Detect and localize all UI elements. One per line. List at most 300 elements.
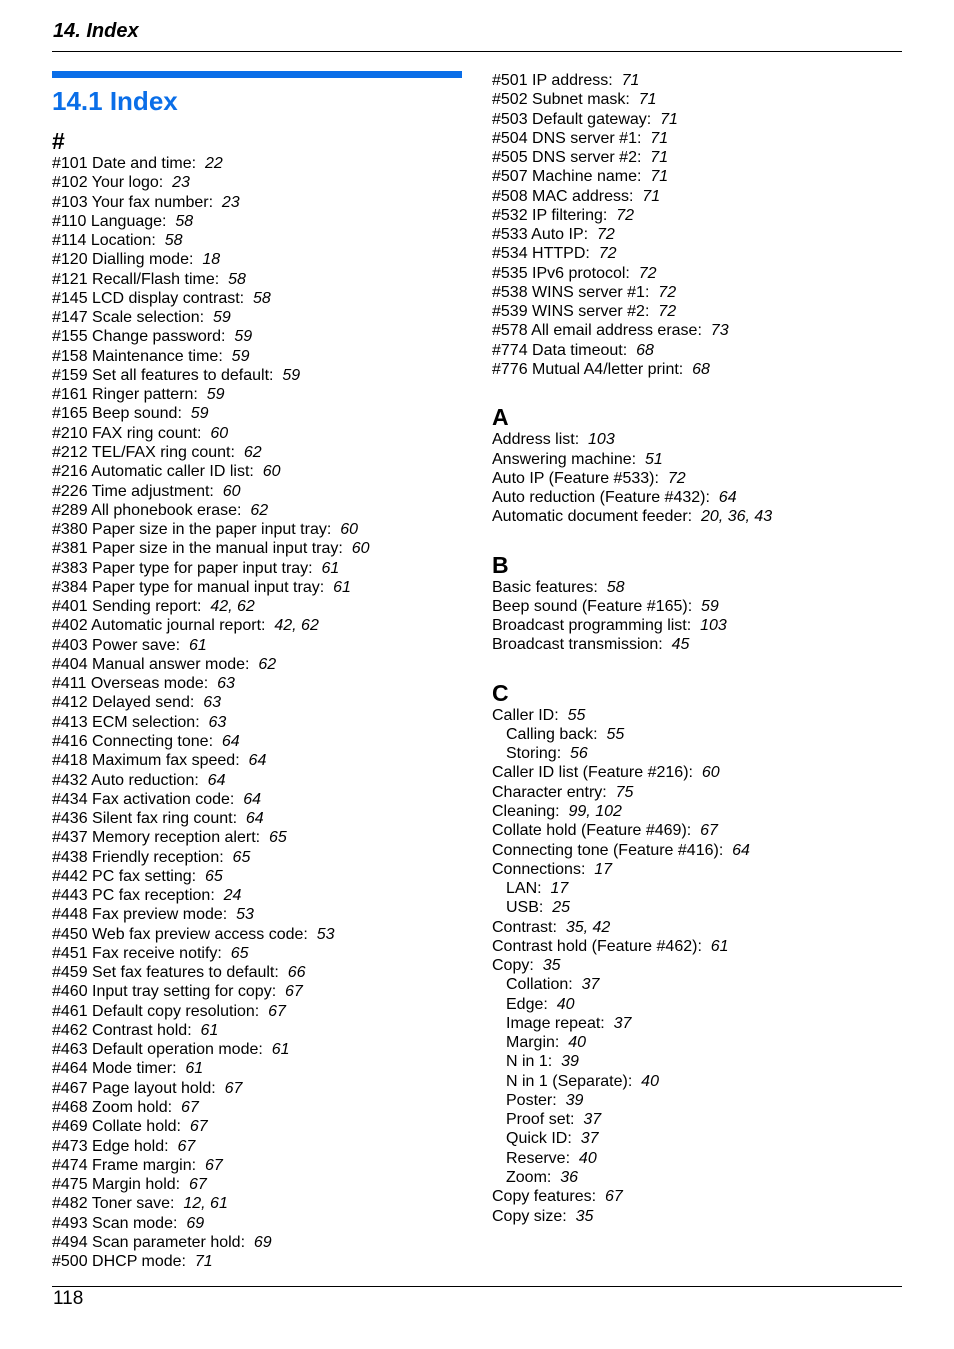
entry-label: #436 Silent fax ring count:	[52, 810, 238, 828]
index-subentry	[492, 744, 902, 763]
entry-label: Quick ID:	[506, 1130, 572, 1148]
entry-page-link[interactable]: 67	[177, 1137, 196, 1155]
entry-page-link[interactable]: 59	[234, 328, 253, 346]
entry-label: Collation:	[506, 976, 573, 994]
index-entry	[52, 905, 462, 924]
entry-page-link[interactable]: 59	[190, 405, 209, 423]
entry-page-link[interactable]: 60	[210, 424, 229, 442]
entry-label: #469 Collate hold:	[52, 1118, 181, 1136]
footer-rule	[52, 1286, 902, 1287]
index-subentry	[492, 1072, 902, 1091]
index-entry	[52, 1079, 462, 1098]
entry-page-link[interactable]: 71	[194, 1253, 213, 1271]
entry-label: Reserve:	[506, 1149, 571, 1167]
entry-label: #413 ECM selection:	[52, 713, 200, 731]
index-entry	[492, 597, 902, 616]
entry-label: #416 Connecting tone:	[52, 732, 214, 750]
index-entry	[52, 925, 462, 944]
entry-label: Calling back:	[506, 725, 598, 743]
entry-page-link[interactable]: 61	[188, 636, 207, 654]
entry-page-link[interactable]: 67	[189, 1118, 208, 1136]
index-entry	[492, 430, 902, 449]
index-entry	[52, 520, 462, 539]
index-subentry	[492, 1052, 902, 1071]
entry-page-link[interactable]: 39	[561, 1053, 579, 1071]
entry-label: #450 Web fax preview access code:	[52, 925, 308, 943]
entry-label: #474 Frame margin:	[52, 1156, 197, 1174]
entry-page-link[interactable]: 60	[351, 540, 370, 558]
index-entry	[492, 937, 902, 956]
entry-page-link[interactable]: 53	[236, 906, 254, 924]
index-entry	[52, 347, 462, 366]
entry-label: Answering machine:	[492, 450, 637, 468]
entry-page-link[interactable]: 59	[282, 366, 301, 384]
entry-page-link[interactable]: 17	[594, 860, 613, 878]
entry-page-link[interactable]: 20, 36, 43	[701, 508, 773, 526]
entry-page-link[interactable]: 61	[333, 578, 351, 596]
entry-page-link[interactable]: 65	[269, 829, 287, 847]
index-entry	[52, 539, 462, 558]
entry-page-link[interactable]: 69	[186, 1214, 205, 1232]
entry-label: #121 Recall/Flash time:	[52, 270, 220, 288]
entry-label: Connections:	[492, 860, 586, 878]
entry-label: #533 Auto IP:	[492, 226, 589, 244]
entry-label: #432 Auto reduction:	[52, 771, 199, 789]
entry-page-link[interactable]: 60	[262, 463, 281, 481]
entry-page-link[interactable]: 64	[221, 732, 240, 750]
index-entry	[52, 1098, 462, 1117]
entry-label: #158 Maintenance time:	[52, 347, 223, 365]
entry-label: #443 PC fax reception:	[52, 887, 215, 905]
entry-page-link[interactable]: 40	[641, 1072, 659, 1090]
index-entry	[52, 578, 462, 597]
entry-page-link[interactable]: 71	[660, 110, 678, 128]
entry-label: #534 HTTPD:	[492, 245, 590, 263]
entry-label: #464 Mode timer:	[52, 1060, 177, 1078]
index-entry	[52, 616, 462, 635]
entry-label: Caller ID:	[492, 706, 559, 724]
entry-page-link[interactable]: 61	[710, 937, 729, 955]
entry-label: Character entry:	[492, 783, 607, 801]
index-entry	[52, 732, 462, 751]
index-entry	[492, 1187, 902, 1206]
entry-page-link[interactable]: 39	[565, 1091, 584, 1109]
index-letter-heading: C	[492, 679, 509, 706]
entry-label: #508 MAC address:	[492, 187, 634, 205]
right-entry-list	[492, 71, 902, 1226]
entry-label: #438 Friendly reception:	[52, 848, 224, 866]
entry-page-link[interactable]: 55	[606, 725, 625, 743]
header-rule	[52, 51, 902, 52]
entry-page-link[interactable]: 63	[217, 675, 235, 693]
entry-label: Auto reduction (Feature #432):	[492, 489, 710, 507]
entry-page-link[interactable]: 18	[202, 251, 221, 269]
index-entry	[52, 424, 462, 443]
index-entry	[52, 270, 462, 289]
entry-label: #462 Contrast hold:	[52, 1021, 192, 1039]
entry-page-link[interactable]: 72	[658, 303, 677, 321]
entry-page-link[interactable]: 64	[248, 752, 267, 770]
index-entry	[52, 193, 462, 212]
entry-page-link[interactable]: 67	[604, 1188, 623, 1206]
entry-page-link[interactable]: 67	[268, 1002, 286, 1020]
entry-page-link[interactable]: 68	[636, 341, 654, 359]
index-entry	[492, 90, 902, 109]
entry-label: #463 Default operation mode:	[52, 1041, 263, 1059]
index-entry	[492, 1207, 902, 1226]
entry-label: #101 Date and time:	[52, 155, 197, 172]
entry-page-link[interactable]: 23	[221, 193, 240, 211]
index-column-left	[52, 71, 462, 1271]
entry-page-link[interactable]: 59	[213, 309, 231, 327]
entry-page-link[interactable]: 67	[204, 1156, 223, 1174]
entry-label: USB:	[506, 899, 544, 917]
entry-page-link[interactable]: 59	[231, 347, 250, 365]
entry-label: #120 Dialling mode:	[52, 251, 194, 269]
entry-label: #535 IPv6 protocol:	[492, 264, 630, 282]
entry-page-link[interactable]: 62	[250, 501, 269, 519]
index-entry	[492, 321, 902, 340]
index-entry	[492, 187, 902, 206]
entry-label: #411 Overseas mode:	[52, 675, 209, 693]
entry-page-link[interactable]: 65	[230, 944, 249, 962]
entry-label: #381 Paper size in the manual input tray:	[52, 540, 343, 558]
entry-label: Cleaning:	[492, 802, 560, 820]
entry-label: #147 Scale selection:	[52, 309, 205, 327]
entry-page-link[interactable]: 53	[316, 925, 335, 943]
left-entry-list	[52, 124, 462, 1271]
entry-page-link[interactable]: 65	[204, 867, 223, 885]
entry-label: Image repeat:	[506, 1014, 605, 1032]
entry-page-link[interactable]: 58	[175, 212, 194, 230]
index-entry	[52, 771, 462, 790]
entry-page-link[interactable]: 71	[650, 149, 669, 167]
entry-page-link[interactable]: 73	[710, 322, 729, 340]
entry-page-link[interactable]: 60	[340, 521, 358, 539]
entry-label: #404 Manual answer mode:	[52, 655, 250, 673]
entry-page-link[interactable]: 35	[575, 1207, 594, 1225]
index-entry	[492, 783, 902, 802]
entry-label: #539 WINS server #2:	[492, 303, 650, 321]
entry-page-link[interactable]: 22	[204, 155, 223, 172]
entry-page-link[interactable]: 72	[658, 283, 677, 301]
entry-page-link[interactable]: 59	[701, 597, 719, 615]
entry-page-link[interactable]: 62	[243, 443, 262, 461]
entry-label: #473 Edge hold:	[52, 1137, 169, 1155]
index-subentry	[492, 725, 902, 744]
entry-label: #289 All phonebook erase:	[52, 501, 242, 519]
index-entry	[52, 1175, 462, 1194]
entry-label: #110 Language:	[52, 212, 167, 230]
entry-label: #145 LCD display contrast:	[52, 289, 245, 307]
entry-page-link[interactable]: 72	[596, 226, 615, 244]
entry-page-link[interactable]: 71	[638, 91, 657, 109]
entry-label: #434 Fax activation code:	[52, 790, 235, 808]
entry-label: #451 Fax receive notify:	[52, 944, 222, 962]
entry-page-link[interactable]: 64	[732, 841, 750, 859]
index-entry	[52, 1002, 462, 1021]
entry-page-link[interactable]: 35, 42	[565, 918, 611, 936]
index-entry	[492, 860, 902, 879]
entry-label: #383 Paper type for paper input tray:	[52, 559, 313, 577]
entry-page-link[interactable]: 69	[253, 1233, 272, 1251]
index-entry	[492, 302, 902, 321]
index-entry	[52, 963, 462, 982]
entry-label: #402 Automatic journal report:	[52, 617, 266, 635]
entry-label: #475 Margin hold:	[52, 1176, 181, 1194]
entry-page-link[interactable]: 72	[638, 264, 657, 282]
index-entry	[52, 1117, 462, 1136]
entry-label: Edge:	[506, 995, 548, 1013]
index-entry	[52, 1137, 462, 1156]
index-entry	[52, 1040, 462, 1059]
index-entry	[52, 173, 462, 192]
entry-label: #159 Set all features to default:	[52, 366, 274, 384]
entry-label: LAN:	[506, 880, 542, 898]
index-subentry	[492, 898, 902, 917]
index-subentry	[492, 1033, 902, 1052]
index-entry	[52, 385, 462, 404]
entry-label: #155 Change password:	[52, 328, 226, 346]
index-entry	[52, 154, 462, 173]
index-entry	[52, 1233, 462, 1252]
index-subentry	[492, 995, 902, 1014]
index-entry	[52, 809, 462, 828]
entry-page-link[interactable]: 71	[642, 187, 661, 205]
index-entry	[52, 848, 462, 867]
entry-page-link[interactable]: 12, 61	[183, 1195, 228, 1213]
entry-label: Margin:	[506, 1034, 560, 1052]
index-entry	[52, 1021, 462, 1040]
entry-label: #468 Zoom hold:	[52, 1099, 173, 1117]
index-entry	[492, 821, 902, 840]
entry-page-link[interactable]: 58	[164, 232, 183, 250]
index-column-right	[492, 71, 902, 1226]
entry-label: #210 FAX ring count:	[52, 424, 202, 442]
index-entry	[52, 636, 462, 655]
index-entry	[492, 488, 902, 507]
entry-label: #493 Scan mode:	[52, 1214, 178, 1232]
entry-page-link[interactable]: 58	[606, 578, 625, 596]
index-entry	[52, 655, 462, 674]
entry-label: #384 Paper type for manual input tray:	[52, 578, 325, 596]
entry-page-link[interactable]: 67	[188, 1176, 207, 1194]
entry-label: Zoom:	[506, 1169, 552, 1187]
index-entry	[52, 231, 462, 250]
entry-page-link[interactable]: 67	[700, 822, 718, 840]
index-entry	[492, 148, 902, 167]
entry-page-link[interactable]: 42, 62	[210, 598, 255, 616]
entry-page-link[interactable]: 37	[580, 1130, 599, 1148]
index-entry	[52, 674, 462, 693]
entry-page-link[interactable]: 45	[671, 636, 690, 654]
entry-label: Broadcast transmission:	[492, 636, 663, 654]
entry-page-link[interactable]: 60	[222, 482, 241, 500]
index-entry	[492, 616, 902, 635]
entry-label: Address list:	[492, 431, 580, 449]
entry-label: #505 DNS server #2:	[492, 149, 642, 167]
entry-label: Auto IP (Feature #533):	[492, 469, 659, 487]
index-subentry	[492, 1129, 902, 1148]
entry-page-link[interactable]: 36	[560, 1169, 579, 1187]
entry-label: #502 Subnet mask:	[492, 91, 630, 109]
index-entry	[492, 507, 902, 526]
entry-page-link[interactable]: 25	[552, 899, 571, 917]
entry-page-link[interactable]: 60	[701, 764, 720, 782]
entry-label: #412 Delayed send:	[52, 694, 195, 712]
entry-page-link[interactable]: 63	[203, 694, 222, 712]
entry-page-link[interactable]: 67	[224, 1079, 243, 1097]
index-entry	[52, 482, 462, 501]
entry-page-link[interactable]: 55	[567, 706, 586, 724]
index-entry	[52, 1156, 462, 1175]
entry-label: Broadcast programming list:	[492, 617, 692, 635]
entry-label: #437 Memory reception alert:	[52, 829, 261, 847]
entry-label: #401 Sending report:	[52, 598, 202, 616]
entry-label: #448 Fax preview mode:	[52, 906, 228, 924]
index-entry	[52, 828, 462, 847]
index-entry	[492, 360, 902, 379]
index-subentry	[492, 879, 902, 898]
entry-label: #494 Scan parameter hold:	[52, 1233, 246, 1251]
entry-label: Contrast hold (Feature #462):	[492, 937, 702, 955]
entry-page-link[interactable]: 71	[621, 72, 640, 89]
entry-page-link[interactable]: 17	[550, 880, 569, 898]
entry-page-link[interactable]: 51	[644, 450, 663, 468]
index-entry	[52, 751, 462, 770]
entry-label: #459 Set fax features to default:	[52, 964, 279, 982]
entry-page-link[interactable]: 64	[207, 771, 226, 789]
index-entry	[492, 578, 902, 597]
entry-label: #507 Machine name:	[492, 168, 642, 186]
entry-page-link[interactable]: 72	[616, 206, 635, 224]
entry-page-link[interactable]: 64	[245, 810, 264, 828]
entry-label: N in 1:	[506, 1053, 553, 1071]
entry-page-link[interactable]: 75	[615, 783, 634, 801]
entry-page-link[interactable]: 67	[180, 1099, 199, 1117]
entry-page-link[interactable]: 64	[718, 489, 737, 507]
entry-page-link[interactable]: 40	[556, 995, 575, 1013]
entry-label: Connecting tone (Feature #416):	[492, 841, 724, 859]
index-entry	[52, 790, 462, 809]
entry-label: #503 Default gateway:	[492, 110, 652, 128]
entry-page-link[interactable]: 37	[583, 1111, 602, 1129]
index-entry	[52, 693, 462, 712]
index-entry	[492, 469, 902, 488]
entry-page-link[interactable]: 62	[258, 655, 277, 673]
index-subentry	[492, 1110, 902, 1129]
entry-label: Automatic document feeder:	[492, 508, 693, 526]
entry-label: #226 Time adjustment:	[52, 482, 214, 500]
entry-page-link[interactable]: 24	[223, 887, 242, 905]
entry-page-link[interactable]: 61	[271, 1041, 290, 1059]
entry-label: Proof set:	[506, 1111, 575, 1129]
index-entry	[492, 918, 902, 937]
entry-page-link[interactable]: 61	[185, 1060, 204, 1078]
entry-page-link[interactable]: 66	[287, 964, 306, 982]
section-title-bar	[52, 71, 462, 78]
index-letter-heading: #	[52, 128, 65, 154]
index-entry	[492, 283, 902, 302]
entry-page-link[interactable]: 65	[232, 848, 251, 866]
entry-label: #103 Your fax number:	[52, 193, 214, 211]
entry-page-link[interactable]: 37	[613, 1014, 632, 1032]
entry-page-link[interactable]: 99, 102	[568, 802, 622, 820]
entry-page-link[interactable]: 40	[568, 1034, 587, 1052]
entry-page-link[interactable]: 64	[243, 790, 262, 808]
index-entry	[52, 1252, 462, 1271]
index-entry	[52, 1214, 462, 1233]
entry-page-link[interactable]: 103	[588, 431, 615, 449]
entry-page-link[interactable]: 61	[321, 559, 340, 577]
index-letter-heading: B	[492, 551, 509, 578]
entry-page-link[interactable]: 59	[206, 386, 225, 404]
index-entry	[52, 289, 462, 308]
index-entry	[492, 956, 902, 975]
entry-page-link[interactable]: 72	[598, 245, 617, 263]
entry-label: #467 Page layout hold:	[52, 1079, 216, 1097]
entry-label: #102 Your logo:	[52, 174, 164, 192]
index-entry	[492, 244, 902, 263]
entry-label: #212 TEL/FAX ring count:	[52, 443, 235, 461]
index-entry	[492, 706, 902, 725]
index-entry	[52, 1059, 462, 1078]
index-entry	[492, 802, 902, 821]
entry-label: #418 Maximum fax speed:	[52, 752, 240, 770]
index-entry	[492, 264, 902, 283]
entry-page-link[interactable]: 63	[208, 713, 227, 731]
entry-label: #538 WINS server #1:	[492, 283, 650, 301]
entry-page-link[interactable]: 71	[650, 129, 669, 147]
entry-page-link[interactable]: 72	[667, 469, 686, 487]
entry-label: #501 IP address:	[492, 72, 613, 89]
entry-page-link[interactable]: 40	[578, 1149, 597, 1167]
entry-page-link[interactable]: 58	[253, 289, 271, 307]
entry-label: #504 DNS server #1:	[492, 129, 642, 147]
index-entry	[52, 1194, 462, 1213]
entry-page-link[interactable]: 67	[285, 983, 303, 1001]
index-entry	[492, 450, 902, 469]
index-entry	[52, 462, 462, 481]
index-entry	[492, 841, 902, 860]
index-entry	[492, 763, 902, 782]
entry-label: Poster:	[506, 1091, 557, 1109]
entry-label: #380 Paper size in the paper input tray:	[52, 521, 332, 539]
entry-page-link[interactable]: 71	[650, 168, 669, 186]
entry-page-link[interactable]: 37	[581, 976, 600, 994]
index-entry	[52, 713, 462, 732]
entry-label: Collate hold (Feature #469):	[492, 822, 692, 840]
entry-label: #161 Ringer pattern:	[52, 386, 198, 404]
entry-page-link[interactable]: 103	[700, 617, 727, 635]
index-entry	[492, 110, 902, 129]
index-entry	[52, 886, 462, 905]
entry-page-link[interactable]: 56	[570, 745, 588, 763]
index-entry	[52, 250, 462, 269]
entry-label: #114 Location:	[52, 232, 156, 250]
entry-page-link[interactable]: 68	[692, 360, 710, 378]
entry-label: #165 Beep sound:	[52, 405, 182, 423]
section-title: 14.1 Index	[52, 86, 178, 116]
entry-page-link[interactable]: 58	[228, 270, 246, 288]
index-subentry	[492, 1168, 902, 1187]
entry-page-link[interactable]: 42, 62	[274, 617, 319, 635]
index-entry	[492, 206, 902, 225]
index-entry	[52, 308, 462, 327]
entry-page-link[interactable]: 35	[542, 957, 561, 975]
entry-page-link[interactable]: 61	[200, 1021, 219, 1039]
entry-page-link[interactable]: 23	[172, 174, 190, 192]
